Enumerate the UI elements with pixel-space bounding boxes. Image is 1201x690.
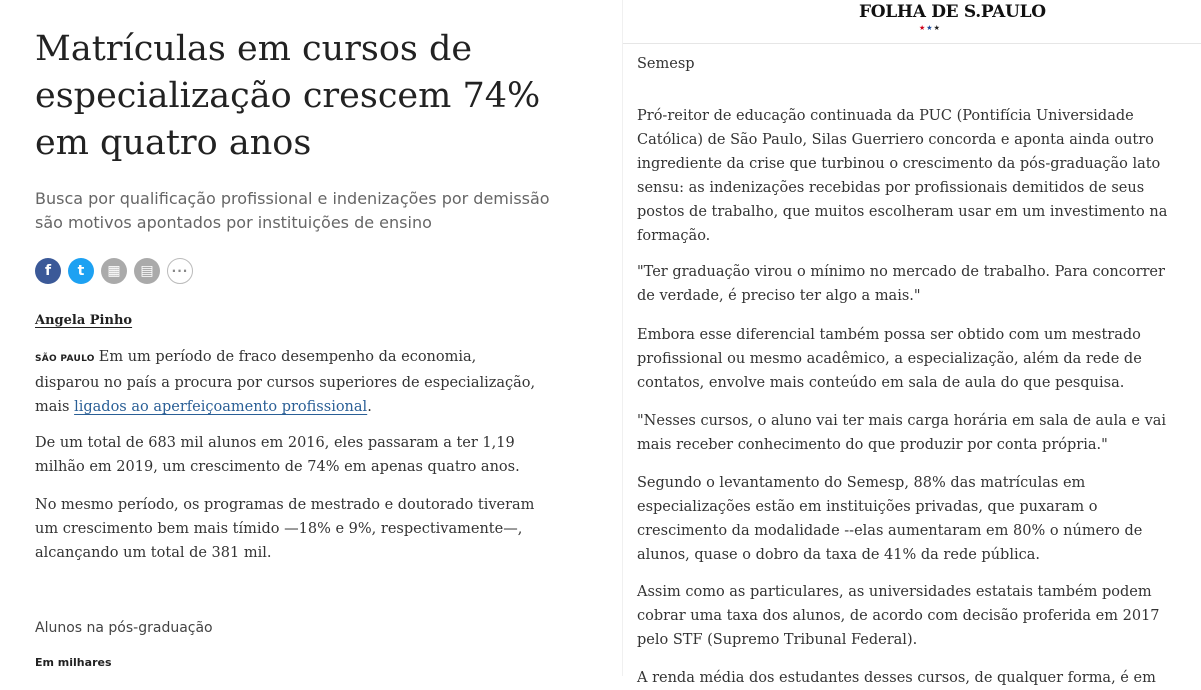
- gift-icon[interactable]: ▦: [101, 258, 127, 284]
- headline: Matrículas em cursos de especialização crescem 74% em quatro anos: [35, 29, 541, 163]
- right-paragraph-7: A renda média dos estudantes desses cursos, de qualquer forma, é em: [637, 670, 1156, 686]
- more-icon[interactable]: ···: [167, 258, 193, 284]
- twitter-icon[interactable]: t: [68, 258, 94, 284]
- right-paragraph-4: "Nesses cursos, o aluno vai ter mais carga horária em sala de aula e vai mais receber conhecimento do que produzir por conta própria.": [637, 413, 1167, 453]
- share-bar: [35, 258, 193, 284]
- comment-icon[interactable]: ▤: [134, 258, 160, 284]
- paragraph-1: [35, 345, 545, 419]
- subtitle: Busca por qualificação profissional e indenizações por demissão são motivos apontados por instituições de ensino: [35, 189, 550, 232]
- logo-stars: [919, 24, 941, 32]
- folha-logo[interactable]: FOLHA DE S.PAULO: [859, 2, 1046, 22]
- facebook-icon[interactable]: f: [35, 258, 61, 284]
- fragment-text: Semesp: [637, 56, 695, 72]
- paragraph-3: No mesmo período, os programas de mestrado e doutorado tiveram um crescimento bem mais tímido —18% e 9%, respectivamente—, alcançando um total de 381 mil.: [35, 497, 535, 561]
- right-paragraph-2: "Ter graduação virou o mínimo no mercado de trabalho. Para concorrer de verdade, é preciso ter algo a mais.": [637, 264, 1165, 304]
- right-paragraph-3: Embora esse diferencial também possa ser obtido com um mestrado profissional ou mesmo acadêmico, a especialização, além da rede de contatos, envolve mais conteúdo em sala de aula do que pesquisa.: [637, 327, 1142, 391]
- article-right-panel: [622, 0, 1200, 686]
- star-icon: ★: [926, 24, 934, 32]
- right-paragraph-6: Assim como as particulares, as universidades estatais também podem cobrar uma taxa dos alunos, de acordo com decisão proferida em 2017 pelo STF (Supremo Tribunal Federal).: [637, 584, 1160, 648]
- paragraph-1-text: Em um período de fraco desempenho da economia, disparou no país a procura por cursos superiores de especialização, mais: [35, 349, 536, 415]
- inline-link[interactable]: ligados ao aperfeiçoamento profissional: [74, 399, 368, 415]
- article-left-panel: [0, 0, 600, 676]
- paragraph-2: De um total de 683 mil alunos em 2016, eles passaram a ter 1,19 milhão em 2019, um crescimento de 74% em apenas quatro anos.: [35, 435, 520, 475]
- site-header: [623, 0, 1201, 44]
- right-paragraph-5: Segundo o levantamento do Semesp, 88% das matrículas em especializações estão em instituições privadas, que puxaram o crescimento da modalidade --elas aumentaram em 80% o número de alunos, quase o dobro da taxa de 41% da rede pública.: [637, 475, 1143, 563]
- paragraph-1-end: .: [367, 399, 372, 415]
- star-icon: ★: [933, 24, 941, 32]
- star-icon: ★: [919, 24, 927, 32]
- chart-title: Alunos na pós-graduação: [35, 620, 213, 636]
- dateline: SÃO PAULO: [35, 354, 95, 364]
- right-paragraph-1: Pró-reitor de educação continuada da PUC (Pontifícia Universidade Católica) de São Paulo, Silas Guerriero concorda e aponta ainda outro ingrediente da crise que turbinou o crescimento da pós-graduação lato sensu: as indenizações recebidas por profissionais demitidos de seus postos de trabalho, que muitos escolheram usar em um investimento na formação.: [637, 108, 1168, 244]
- author-link[interactable]: Angela Pinho: [35, 313, 133, 328]
- chart-subtitle: Em milhares: [35, 656, 112, 669]
- cut-off-text-fragment: [637, 56, 1177, 88]
